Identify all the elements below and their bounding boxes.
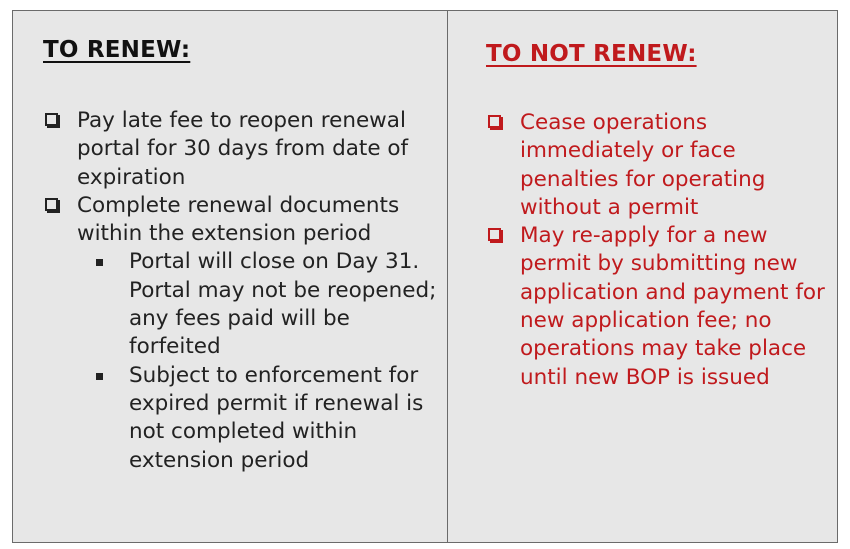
checkbox-bullet-icon [45,113,58,126]
to-not-renew-heading: TO NOT RENEW: [486,41,697,67]
to-renew-column [13,11,448,542]
list-item-text: Pay late fee to reopen renewal portal for 30 days from date of expiration [77,108,409,190]
list-item-text: Complete renewal documents within the extension period [77,192,400,247]
checkbox-bullet-icon [45,198,58,211]
list-item [43,192,447,249]
square-bullet-icon [96,373,103,380]
square-bullet-icon [96,259,103,266]
to-not-renew-list [486,109,837,392]
sub-list-item [96,362,447,475]
renewal-options-table [12,10,838,543]
to-not-renew-column [448,11,837,542]
list-item [486,222,837,392]
list-item-text: Cease operations immediately or face penalties for operating without a permit [520,110,766,220]
to-renew-heading: TO RENEW: [43,37,191,63]
sub-list-item-text: Subject to enforcement for expired permit if renewal is not completed within extension period [129,362,424,473]
list-item [43,107,447,192]
list-item [486,109,837,222]
to-renew-sublist [43,248,447,474]
to-renew-list [43,107,447,248]
list-item-text: May re-apply for a new permit by submitting new application and payment for new application fee; no operations may take place until new BOP is issued [520,223,825,390]
sub-list-item-text: Portal will close on Day 31. Portal may not be reopened; any fees paid will be forfeited [129,249,437,360]
checkbox-bullet-icon [488,115,501,128]
sub-list-item [96,248,447,361]
checkbox-bullet-icon [488,228,501,241]
